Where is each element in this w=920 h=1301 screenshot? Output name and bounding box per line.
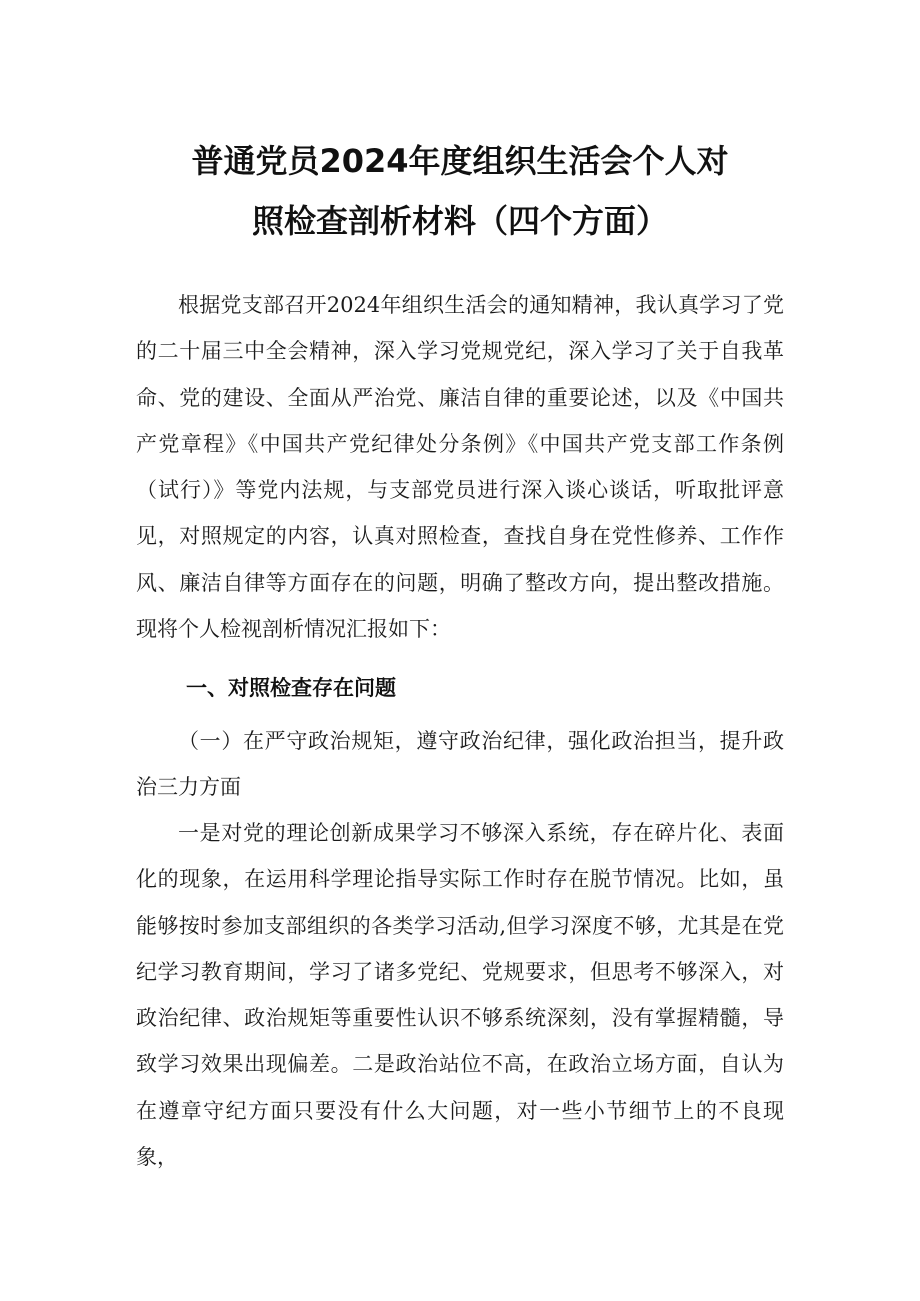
subsection-heading-block <box>136 718 784 811</box>
section-heading-1: 一、对照检查存在问题 <box>186 676 396 700</box>
subsection-paragraph-1: 一是对党的理论创新成果学习不够深入系统，存在碎片化、表面化的现象，在运用科学理论指导实际工作时存在脱节情况。比如，虽能够按时参加支部组织的各类学习活动,但学习深度不够，尤其是在党纪学习教育期间，学习了诸多党纪、党规要求，但思考不够深入，对政治纪律、政治规矩等重要性认识不够系统深刻，没有掌握精髓，导致学习效果出现偏差。二是政治站位不高，在政治立场方面，自认为在遵章守纪方面只要没有什么大问题，对一些小节细节上的不良现象， <box>136 821 784 1170</box>
document-title-line-2: 照检查剖析材料（四个方面） <box>251 202 668 240</box>
intro-paragraph-block <box>136 282 784 652</box>
subsection-paragraph-block <box>136 810 784 1180</box>
document-title-line-1: 普通党员2024年度组织生活会个人对 <box>191 142 729 180</box>
subsection-heading-1: （一）在严守政治规矩，遵守政治纪律，强化政治担当，提升政治三力方面 <box>136 729 784 800</box>
intro-paragraph: 根据党支部召开2024年组织生活会的通知精神，我认真学习了党的二十届三中全会精神，深入学习党规党纪，深入学习了关于自我革命、党的建设、全面从严治党、廉洁自律的重要论述，以及《中国共产党章程》《中国共产党纪律处分条例》《中国共产党支部工作条例（试行）》等党内法规，与支部党员进行深入谈心谈话，听取批评意见，对照规定的内容，认真对照检查，查找自身在党性修养、工作作风、廉洁自律等方面存在的问题，明确了整改方向，提出整改措施。现将个人检视剖析情况汇报如下： <box>136 293 784 642</box>
